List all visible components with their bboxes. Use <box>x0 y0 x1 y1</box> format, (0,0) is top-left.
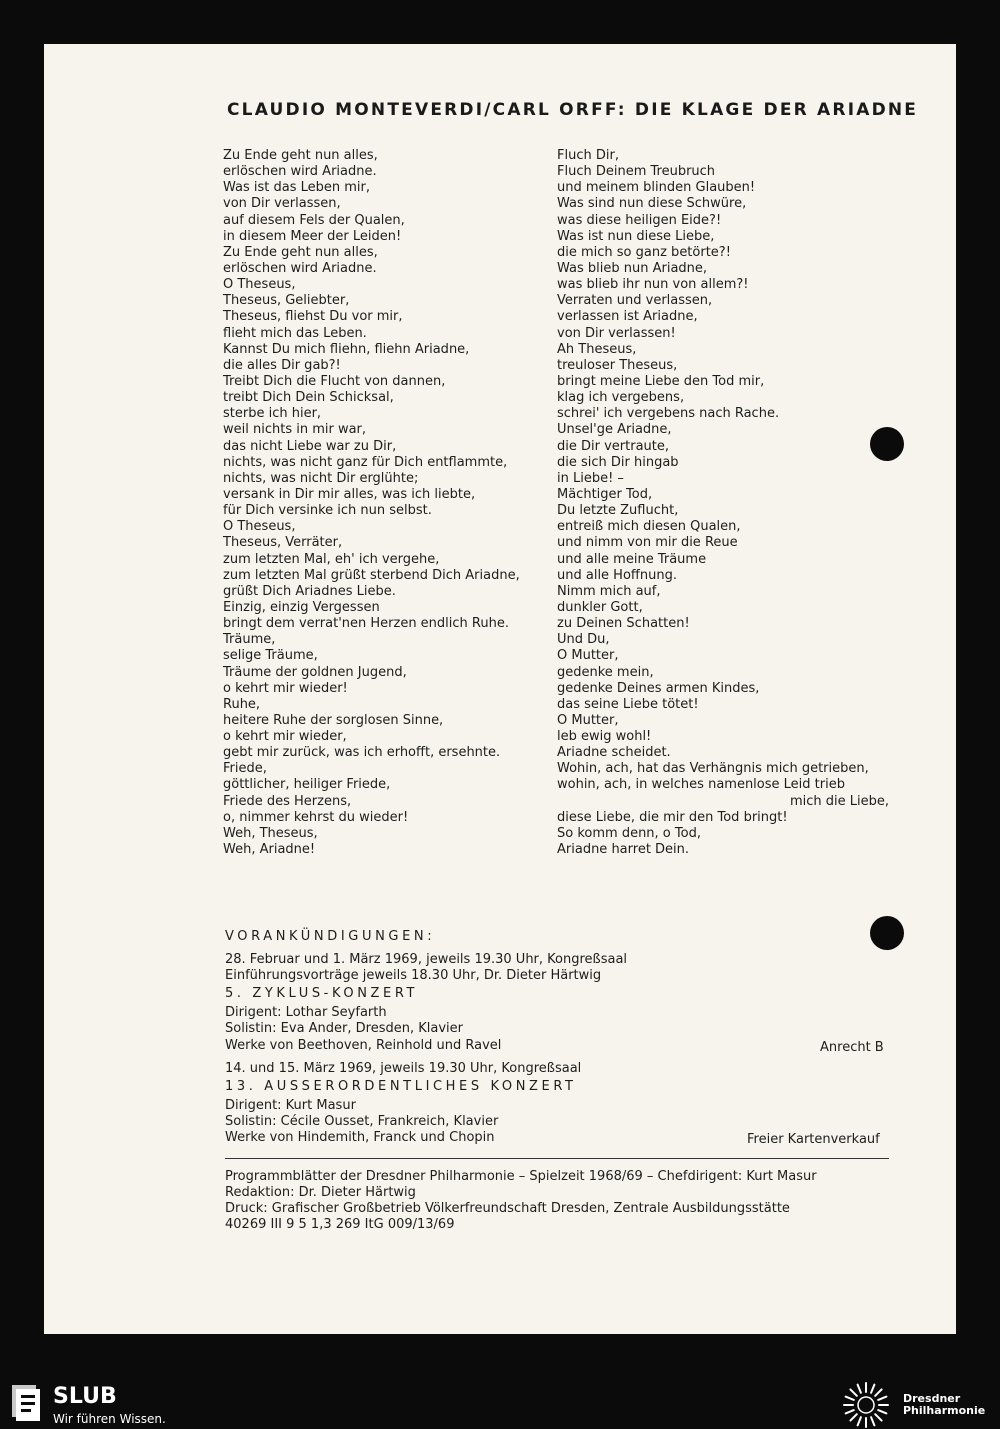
poem-line: auf diesem Fels der Qualen, <box>223 212 405 228</box>
concert1-works: Werke von Beethoven, Reinhold und Ravel <box>225 1038 502 1053</box>
concert1-conductor: Dirigent: Lothar Seyfarth <box>225 1005 387 1020</box>
poem-line: weil nichts in mir war, <box>223 422 367 438</box>
divider-line <box>225 1158 889 1159</box>
poem-line: Ariadne scheidet. <box>557 745 671 761</box>
poem-line: gebt mir zurück, was ich erhofft, ersehnte. <box>223 745 501 761</box>
concert2-name: 13. AUSSERORDENTLICHES KONZERT <box>225 1079 577 1094</box>
poem-line: klag ich vergebens, <box>557 390 685 406</box>
poem-line: flieht mich das Leben. <box>223 325 367 341</box>
poem-line: und alle Hoffnung. <box>557 567 677 583</box>
poem-line: Was blieb nun Ariadne, <box>557 260 708 276</box>
concert1-name: 5. ZYKLUS-KONZERT <box>225 986 419 1001</box>
poem-line: Was ist das Leben mir, <box>223 180 371 196</box>
imprint-footer <box>225 1169 817 1233</box>
poem-line: Weh, Theseus, <box>223 825 318 841</box>
poem-line: versank in Dir mir alles, was ich liebte, <box>223 486 476 502</box>
poem-line: und meinem blinden Glauben! <box>557 180 756 196</box>
poem-line: Und Du, <box>557 632 610 648</box>
concert2-conductor: Dirigent: Kurt Masur <box>225 1098 356 1113</box>
concert1-note: Anrecht B <box>820 1040 884 1055</box>
poem-line: Ruhe, <box>223 696 261 712</box>
poem-line: und nimm von mir die Reue <box>557 535 738 551</box>
poem-line: die sich Dir hingab <box>557 454 679 470</box>
poem-line: verlassen ist Ariadne, <box>557 309 698 325</box>
poem-line: zum letzten Mal grüßt sterbend Dich Ariadne, <box>223 567 520 583</box>
poem-line: sterbe ich hier, <box>223 406 322 422</box>
poem-line: zum letzten Mal, eh' ich vergehe, <box>223 551 440 567</box>
poem-line: leb ewig wohl! <box>557 729 652 745</box>
poem-line: dunkler Gott, <box>557 599 643 615</box>
imprint-line: Druck: Grafischer Großbetrieb Völkerfreundschaft Dresden, Zentrale Ausbildungsstätte <box>225 1201 790 1216</box>
poem-line: mich die Liebe, <box>789 793 889 809</box>
poem-line: nichts, was nicht ganz für Dich entflammte, <box>223 454 508 470</box>
poem-line: Verraten und verlassen, <box>557 293 713 309</box>
slub-tagline: Wir führen Wissen. <box>53 1412 166 1426</box>
poem-line: Fluch Deinem Treubruch <box>557 164 716 180</box>
poem-line: Theseus, fliehst Du vor mir, <box>223 309 403 325</box>
poem-line: So komm denn, o Tod, <box>557 825 701 841</box>
poem-line: grüßt Dich Ariadnes Liebe. <box>223 583 396 599</box>
imprint-line: Programmblätter der Dresdner Philharmonie – Spielzeit 1968/69 – Chefdirigent: Kurt Masur <box>225 1169 817 1184</box>
poem-line: nichts, was nicht Dir erglühte; <box>223 470 419 486</box>
poem-line: die Dir vertraute, <box>557 438 670 454</box>
poem-line: Unsel'ge Ariadne, <box>557 422 672 438</box>
concert1-intro: Einführungsvorträge jeweils 18.30 Uhr, Dr. Dieter Härtwig <box>225 968 602 983</box>
poem-line: Theseus, Verräter, <box>223 535 343 551</box>
poem-line: für Dich versinke ich nun selbst. <box>223 503 432 519</box>
poem-line: in Liebe! – <box>557 470 624 486</box>
poem-line: o, nimmer kehrst du wieder! <box>223 809 409 825</box>
poem-line: gedenke mein, <box>557 664 654 680</box>
branding-bar <box>0 1378 1000 1429</box>
poem-line: die mich so ganz betörte?! <box>557 244 731 260</box>
concert2-soloist: Solistin: Cécile Ousset, Frankreich, Klavier <box>225 1114 499 1129</box>
poem-line: O Theseus, <box>223 277 296 293</box>
poem-line: bringt dem verrat'nen Herzen endlich Ruhe. <box>223 616 509 632</box>
poem-line: O Mutter, <box>557 648 619 664</box>
poem-line: von Dir verlassen, <box>223 196 341 212</box>
poem-line: o kehrt mir wieder! <box>223 680 348 696</box>
poem-line: Was sind nun diese Schwüre, <box>557 196 747 212</box>
concert2-date: 14. und 15. März 1969, jeweils 19.30 Uhr, Kongreßsaal <box>225 1061 582 1076</box>
poem-line: Ah Theseus, <box>557 341 637 357</box>
poem-line: O Mutter, <box>557 712 619 728</box>
poem-line: Friede des Herzens, <box>223 793 352 809</box>
poem-line: wohin, ach, in welches namenlose Leid trieb <box>557 777 845 793</box>
poem-line: schrei' ich vergebens nach Rache. <box>557 406 780 422</box>
dresdner-philharmonie-name <box>903 1393 985 1417</box>
poem-line: Kannst Du mich fliehn, fliehn Ariadne, <box>223 341 470 357</box>
poem-line: Nimm mich auf, <box>557 583 661 599</box>
poem-line: gedenke Deines armen Kindes, <box>557 680 760 696</box>
poem-column-left <box>223 148 520 858</box>
poem-line: treibt Dich Dein Schicksal, <box>223 390 394 406</box>
imprint-line: 40269 III 9 5 1,3 269 ItG 009/13/69 <box>225 1217 455 1232</box>
poem-line: Ariadne harret Dein. <box>557 842 690 858</box>
poem-line: Du letzte Zuflucht, <box>557 503 679 519</box>
poem-line: was blieb ihr nun von allem?! <box>557 277 749 293</box>
poem-line: o kehrt mir wieder, <box>223 729 347 745</box>
poem-line: von Dir verlassen! <box>557 325 676 341</box>
poem-line: die alles Dir gab?! <box>223 357 341 373</box>
poem-line: Wohin, ach, hat das Verhängnis mich getrieben, <box>557 761 869 777</box>
document-title: CLAUDIO MONTEVERDI/CARL ORFF: DIE KLAGE DER ARIADNE <box>227 100 919 120</box>
poem-line: bringt meine Liebe den Tod mir, <box>557 373 765 389</box>
poem-line: Weh, Ariadne! <box>223 842 316 858</box>
poem-line: heitere Ruhe der sorglosen Sinne, <box>223 712 444 728</box>
dp-line2: Philharmonie <box>903 1404 986 1417</box>
poem-line: Fluch Dir, <box>557 148 619 163</box>
poem-line: Zu Ende geht nun alles, <box>223 244 378 260</box>
poem-line: Theseus, Geliebter, <box>223 293 350 309</box>
concert1-soloist: Solistin: Eva Ander, Dresden, Klavier <box>225 1021 464 1036</box>
poem-line: was diese heiligen Eide?! <box>557 212 722 228</box>
poem-line: und alle meine Träume <box>557 551 707 567</box>
poem-line: das seine Liebe tötet! <box>557 696 699 712</box>
poem-line: selige Träume, <box>223 648 318 664</box>
poem-line: entreiß mich diesen Qualen, <box>557 519 741 535</box>
poem-line: Zu Ende geht nun alles, <box>223 148 378 163</box>
poem-line: Träume, <box>223 632 276 648</box>
concert1-date: 28. Februar und 1. März 1969, jeweils 19.30 Uhr, Kongreßsaal <box>225 952 628 967</box>
announcements-heading: VORANKÜNDIGUNGEN: <box>225 929 436 944</box>
poem-line: zu Deinen Schatten! <box>557 616 690 632</box>
poem-line: erlöschen wird Ariadne. <box>223 260 377 276</box>
poem-line: Mächtiger Tod, <box>557 486 653 502</box>
poem-line: das nicht Liebe war zu Dir, <box>223 438 397 454</box>
poem-line: erlöschen wird Ariadne. <box>223 164 377 180</box>
concert2-works: Werke von Hindemith, Franck und Chopin <box>225 1130 495 1145</box>
slub-name: SLUB <box>53 1384 117 1409</box>
poem-line: O Theseus, <box>223 519 296 535</box>
dresdner-philharmonie-logo-icon <box>842 1381 890 1429</box>
poem-line: Was ist nun diese Liebe, <box>557 228 715 244</box>
poem-line: diese Liebe, die mir den Tod bringt! <box>557 809 788 825</box>
document-page <box>44 44 956 1334</box>
concert2-note: Freier Kartenverkauf <box>747 1132 880 1147</box>
poem-line: Träume der goldnen Jugend, <box>223 664 407 680</box>
poem-line: Treibt Dich die Flucht von dannen, <box>223 373 446 389</box>
poem-line: göttlicher, heiliger Friede, <box>223 777 391 793</box>
poem-column-right <box>557 148 889 858</box>
dp-line1: Dresdner <box>903 1392 961 1405</box>
poem-line: Friede, <box>223 761 267 777</box>
poem-line: Einzig, einzig Vergessen <box>223 599 380 615</box>
poem-line: in diesem Meer der Leiden! <box>223 228 402 244</box>
slub-logo-icon <box>12 1385 40 1421</box>
punch-hole <box>870 916 904 950</box>
poem-line: treuloser Theseus, <box>557 357 678 373</box>
imprint-line: Redaktion: Dr. Dieter Härtwig <box>225 1185 416 1200</box>
